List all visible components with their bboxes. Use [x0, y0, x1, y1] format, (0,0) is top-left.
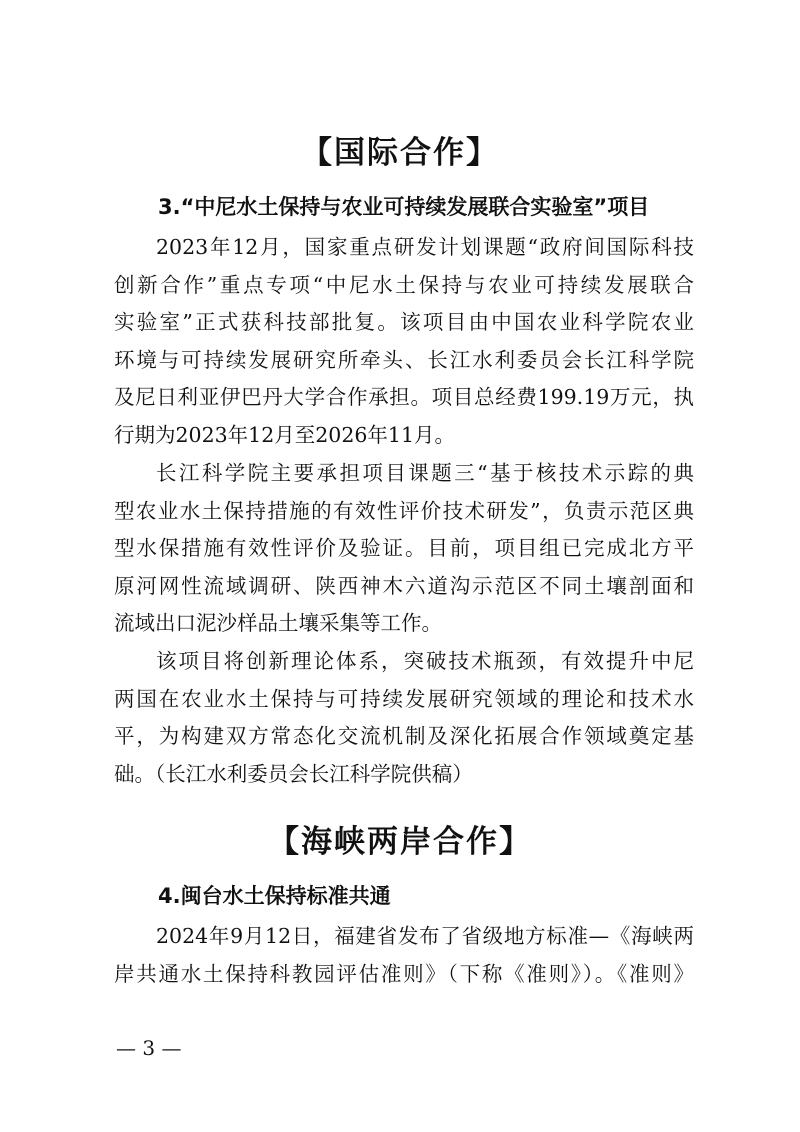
paragraph-line: 原河网性流域调研、陕西神木六道沟示范区不同土壤剖面和 — [114, 573, 694, 598]
paragraph-line: 础。（长江水利委员会长江科学院供稿） — [114, 761, 473, 786]
section-title-cross-strait-cooperation: 【海峡两岸合作】 — [268, 824, 532, 860]
paragraph-line: 岸共通水土保持科教园评估准则》（下称《准则》）。《准则》 — [114, 961, 694, 986]
paragraph-line: 长江科学院主要承担项目课题三“基于核技术示踪的典 — [156, 461, 694, 485]
paragraph-line: 2023年12月，国家重点研发计划课题“政府间国际科技 — [156, 235, 694, 259]
paragraph-1 — [114, 229, 694, 454]
paragraph-line: 两国在农业水土保持与可持续发展研究领域的理论和技术水 — [114, 686, 694, 711]
paragraph-3 — [114, 643, 694, 793]
paragraph-4 — [114, 918, 694, 993]
item-heading-3: 3.“中尼水土保持与农业可持续发展联合实验室”项目 — [158, 195, 650, 219]
paragraph-line: 平，为构建双方常态化交流机制及深化拓展合作领域奠定基 — [114, 724, 694, 748]
paragraph-line: 该项目将创新理论体系，突破技术瓶颈，有效提升中尼 — [156, 649, 694, 673]
page-number: — 3 — — [116, 1036, 182, 1060]
paragraph-line: 型水保措施有效性评价及验证。目前，项目组已完成北方平 — [114, 536, 694, 560]
paragraph-line: 流域出口泥沙样品土壤采集等工作。 — [114, 611, 442, 635]
paragraph-line: 创新合作”重点专项“中尼水土保持与农业可持续发展联合 — [114, 272, 694, 297]
paragraph-line: 型农业水土保持措施的有效性评价技术研发”，负责示范区典 — [114, 498, 694, 523]
paragraph-line: 及尼日利亚伊巴丹大学合作承担。项目总经费199.19万元，执 — [114, 385, 694, 409]
paragraph-line: 行期为2023年12月至2026年11月。 — [114, 422, 456, 447]
paragraph-line: 实验室”正式获科技部批复。该项目由中国农业科学院农业 — [114, 310, 694, 334]
paragraph-line: 环境与可持续发展研究所牵头、长江水利委员会长江科学院 — [114, 347, 694, 372]
paragraph-2 — [114, 455, 694, 643]
paragraph-line: 2024年9月12日，福建省发布了省级地方标准—《海峡两 — [156, 924, 694, 948]
section-title-international-cooperation: 【国际合作】 — [301, 135, 499, 171]
item-heading-4: 4.闽台水土保持标准共通 — [158, 884, 391, 908]
